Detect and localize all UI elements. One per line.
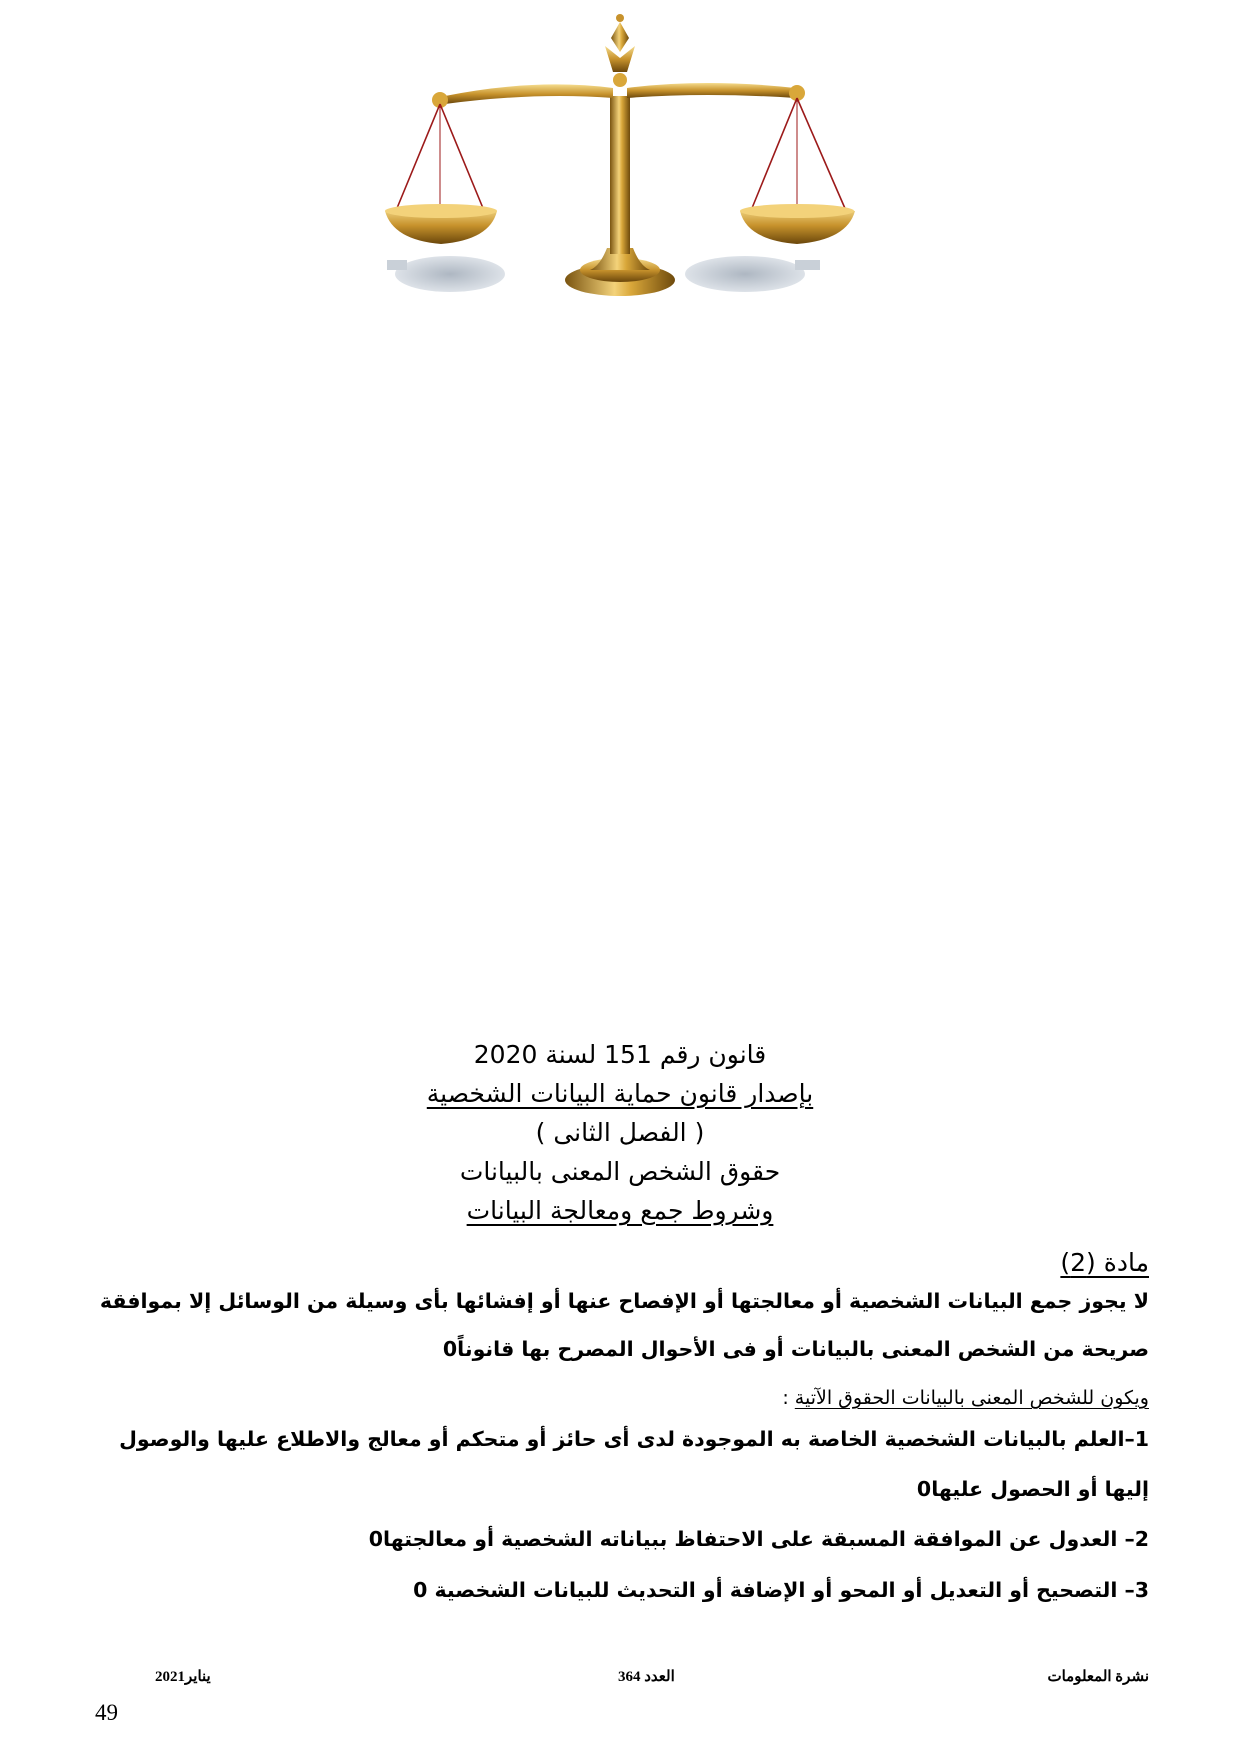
article-title: مادة (2) xyxy=(1060,1248,1149,1277)
chapter-title-line-2: وشروط جمع ومعالجة البيانات xyxy=(466,1196,774,1225)
rights-item-1-line-1: 1–العلم بالبيانات الشخصية الخاصة به الموجودة لدى أى حائز أو متحكم أو معالج والاطلاع عليها والوصول xyxy=(119,1427,1149,1451)
rights-item-2: 2– العدول عن الموافقة المسبقة على الاحتفاظ ببياناته الشخصية أو معالجتها0 xyxy=(368,1527,1149,1551)
article-paragraph-line-2: صريحة من الشخص المعنى بالبيانات أو فى الأحوال المصرح بها قانوناً0 xyxy=(442,1337,1149,1361)
footer-publication: نشرة المعلومات xyxy=(1047,1669,1149,1685)
chapter-label: ( الفصل الثانى ) xyxy=(535,1118,705,1147)
rights-intro xyxy=(782,1387,1149,1409)
rights-intro-colon: : xyxy=(782,1387,795,1409)
rights-item-1-line-2: إليها أو الحصول عليها0 xyxy=(916,1477,1149,1501)
rights-intro-text: ويكون للشخص المعنى بالبيانات الحقوق الآتية xyxy=(794,1387,1149,1409)
page-number: 49 xyxy=(95,1700,118,1725)
issuance-subtitle: بإصدار قانون حماية البيانات الشخصية xyxy=(426,1079,814,1108)
chapter-title-line-1: حقوق الشخص المعنى بالبيانات xyxy=(459,1157,781,1186)
law-heading-block xyxy=(250,1035,990,1230)
article-paragraph-line-1: لا يجوز جمع البيانات الشخصية أو معالجتها أو الإفصاح عنها أو إفشائها بأى وسيلة من الوسائل إلا بموافقة xyxy=(99,1289,1149,1313)
law-title: قانون رقم 151 لسنة 2020 xyxy=(473,1040,767,1069)
footer-issue: العدد 364 xyxy=(618,1669,675,1685)
footer-date: يناير2021 xyxy=(155,1669,211,1685)
rights-item-3: 3– التصحيح أو التعديل أو المحو أو الإضافة أو التحديث للبيانات الشخصية 0 xyxy=(413,1578,1149,1602)
scales-of-justice-logo xyxy=(385,8,855,308)
